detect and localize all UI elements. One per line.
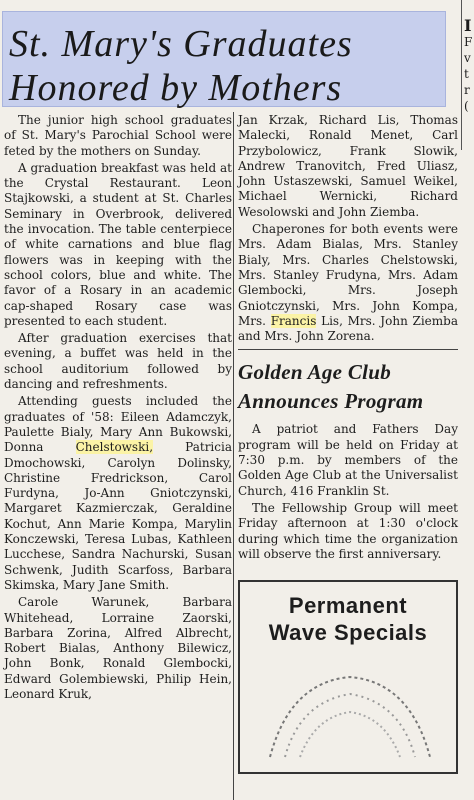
chaperones-before: Chaperones for both events were Mrs. Adam Bialas, Mrs. Stanley Bialy, Mrs. Charles Chelstowski, Mrs. Stanley Frudyna, Mrs. Adam Glembocki, Mrs. Joseph Gniotczynski, Mrs. John Kompa, Mrs.	[238, 222, 458, 328]
paragraph: Carole Warunek, Barbara Whitehead, Lorraine Zaorski, Barbara Zorina, Alfred Albrecht, Robert Bialas, Anthony Bilewicz, John Bonk, Ronald Glembocki, Edward Golembiewski, Philip Hein, Leonard Kruk,	[4, 595, 232, 701]
fragment-char: F	[464, 35, 473, 49]
chaperones-after: Lis, Mrs. John Ziemba and Mrs. John Zorena.	[238, 313, 458, 344]
article-headline	[9, 22, 445, 110]
paragraph: The Fellowship Group will meet Friday afternoon at 1:30 o'clock during which time the organization will observe the first anniversary.	[238, 500, 458, 561]
fragment-char: r	[464, 83, 470, 97]
advertisement	[238, 580, 458, 774]
right-column	[238, 113, 458, 774]
paragraph: After graduation exercises that evening, a buffet was held in the school auditorium followed by dancing and refreshments.	[4, 331, 232, 392]
paragraph: A patriot and Fathers Day program will be held on Friday at 7:30 p.m. by members of the Golden Age Club at the Universalist Church, 416 Franklin St.	[238, 422, 458, 498]
guests-paragraph	[4, 394, 232, 593]
fragment-char: (	[464, 99, 469, 113]
chaperones-paragraph	[238, 222, 458, 344]
left-column	[4, 113, 232, 704]
guests-rest: Patricia Dmochowski, Carolyn Dolinsky, Christine Fredrickson, Carol Furdyna, Jo-Ann Gniotczynski, Margaret Kazmierczak, Geraldine Kochut, Ann Marie Kompa, Marylin Konczewski, Teresa Lubas, Kathleen Lucchese, Sandra Nachurski, Susan Schwenk, Judith Scarfoss, Barbara Skimska, Mary Jane Smith.	[4, 440, 232, 592]
headline-line-2: Honored by Mothers	[9, 67, 343, 109]
guests-intro: Attending guests included the graduates of '58: Eileen Adamczyk, Paulette Bialy, Mary Ann Bukowski, Donna	[4, 394, 232, 455]
golden-age-headline: Golden Age Club Announces Program	[238, 360, 424, 414]
headline-highlight	[2, 11, 446, 107]
fragment-char: v	[464, 51, 471, 65]
paragraph: A graduation breakfast was held at the Crystal Restaurant. Leon Stajkowski, a student at St. Charles Seminary in Overbrook, delivered the invocation. The table centerpiece of white carnations and blue flag flowers was in keeping with the school colors, blue and white. The favor of a Rosary in an academic cap-shaped Rosary case was presented to each student.	[4, 160, 232, 328]
highlighted-name: Chelstowski,	[75, 440, 154, 455]
highlighted-name: Francis	[270, 313, 317, 328]
hair-illustration-icon	[260, 662, 440, 762]
headline-line-1: St. Mary's Graduates	[9, 23, 353, 65]
paragraph: The junior high school graduates of St. Mary's Parochial School were feted by the mothers on Sunday.	[4, 113, 232, 158]
column-divider	[233, 112, 234, 800]
ad-title	[240, 592, 456, 646]
fragment-char: t	[464, 67, 469, 81]
article-separator	[238, 349, 458, 350]
paragraph-continued: Jan Krzak, Richard Lis, Thomas Malecki, Ronald Menet, Carl Przybolowicz, Frank Slowik, Andrew Tranovitch, Fred Uliasz, John Ustaszewski, Samuel Weikel, Michael Wernicki, Richard Wesolowski and John Ziemba.	[238, 113, 458, 219]
ad-line-1: Permanent	[288, 593, 408, 619]
fragment-char: I	[464, 16, 472, 35]
ad-line-2: Wave Specials	[268, 620, 428, 646]
adjacent-column-fragment	[461, 0, 474, 150]
